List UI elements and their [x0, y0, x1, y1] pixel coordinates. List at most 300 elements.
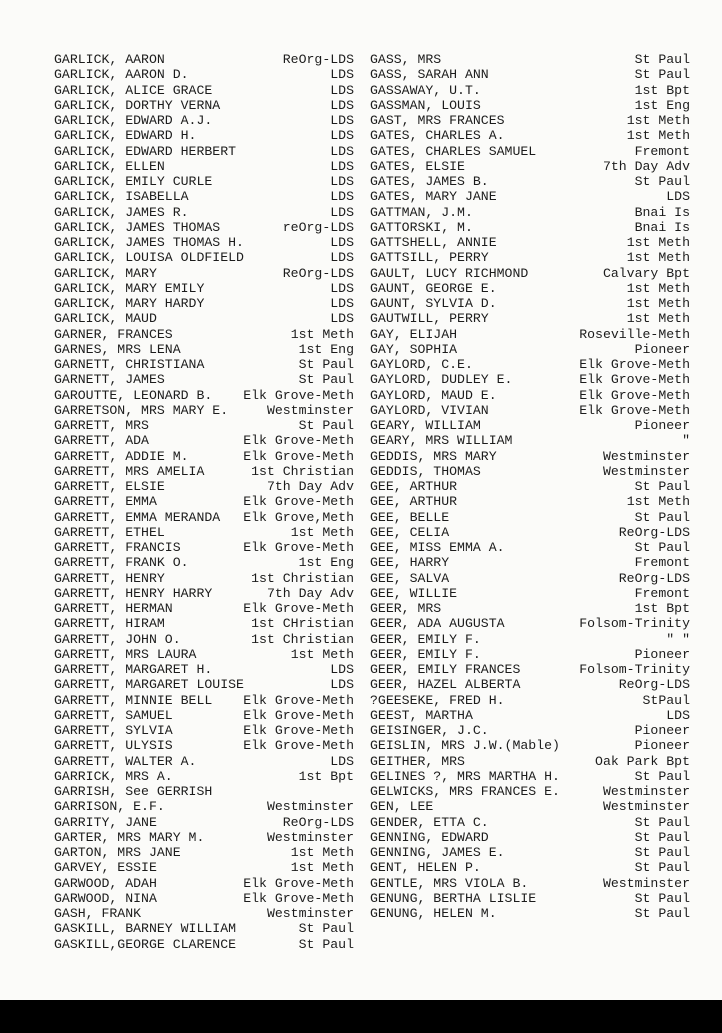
record-name: GEER, HAZEL ALBERTA [370, 677, 521, 693]
record-row [54, 647, 354, 662]
record-name: GEARY, WILLIAM [370, 418, 481, 433]
record-row [54, 494, 354, 509]
record-church: 1st Meth [290, 326, 354, 342]
record-name: GEE, WILLIE [370, 585, 458, 601]
record-name: GAY, ELIJAH [370, 326, 458, 342]
record-row [54, 281, 354, 296]
record-church: LDS [330, 250, 354, 266]
record-name: GARRETT, HIRAM [54, 616, 165, 632]
record-row [54, 205, 354, 220]
record-church: St Paul [634, 860, 690, 876]
record-row [370, 418, 690, 433]
record-row [54, 266, 354, 281]
record-church: Elk Grove-Meth [243, 601, 354, 616]
record-church: Westminster [602, 448, 690, 464]
record-name: GEITHER, MRS [370, 753, 465, 769]
record-name: GARLICK, ELLEN [54, 158, 165, 174]
record-row [54, 830, 354, 845]
record-row [370, 845, 690, 860]
record-row [54, 479, 354, 494]
record-name: GARRISH, See GERRISH [54, 784, 213, 799]
record-church: Fremont [634, 143, 690, 159]
record-name: GAROUTTE, LEONARD B. [54, 387, 213, 403]
record-name: GATTSHELL, ANNIE [370, 235, 497, 250]
record-church: Bnai Is [634, 204, 690, 220]
record-church: St Paul [634, 814, 690, 830]
record-church: St Paul [298, 921, 354, 937]
record-church: 1st Eng [298, 341, 354, 357]
record-name: GEEST, MARTHA [370, 707, 473, 723]
record-church: Elk Grove-Meth [579, 387, 690, 403]
record-name: GENDER, ETTA C. [370, 814, 489, 830]
record-name: GAUTWILL, PERRY [370, 311, 489, 327]
record-row [370, 555, 690, 570]
record-church: St Paul [298, 372, 354, 388]
record-row [54, 464, 354, 479]
record-row [54, 891, 354, 906]
record-row [54, 601, 354, 616]
record-name: GARLICK, JAMES THOMAS [54, 219, 221, 235]
record-name: GAYLORD, MAUD E. [370, 387, 497, 403]
record-church: LDS [330, 113, 354, 128]
record-church: 1st Christian [251, 570, 354, 586]
record-church: 1st Christian [251, 463, 354, 479]
record-name: GARLICK, JAMES R. [54, 204, 189, 220]
record-row [370, 464, 690, 479]
record-church: 1st Meth [626, 280, 690, 296]
record-church: Pioneer [634, 646, 690, 662]
record-church: LDS [330, 296, 354, 311]
record-church: LDS [330, 128, 354, 144]
record-name: GATES, JAMES B. [370, 174, 489, 189]
record-church: Westminster [266, 402, 354, 418]
record-row [54, 937, 354, 952]
record-row [370, 98, 690, 113]
record-row [54, 586, 354, 601]
record-row [54, 815, 354, 830]
record-row [54, 113, 354, 128]
record-row [54, 677, 354, 692]
record-church: St Paul [634, 906, 690, 921]
record-name: GATES, ELSIE [370, 158, 465, 174]
record-name: GATTSILL, PERRY [370, 250, 489, 266]
record-row [370, 433, 690, 448]
record-church: 1st Meth [626, 494, 690, 510]
record-row [54, 845, 354, 860]
record-row [370, 571, 690, 586]
record-row [370, 708, 690, 723]
record-church: LDS [330, 662, 354, 677]
record-row [54, 418, 354, 433]
record-row [370, 799, 690, 814]
record-church: LDS [330, 82, 354, 98]
record-row [370, 540, 690, 555]
record-name: ?GEESEKE, FRED H. [370, 692, 505, 708]
record-name: GARWOOD, ADAH [54, 875, 157, 891]
record-name: GASH, FRANK [54, 906, 142, 921]
record-name: GARRETT, EMMA [54, 494, 157, 510]
record-row [370, 174, 690, 189]
record-church: 1st Bpt [634, 82, 690, 98]
record-name: GATES, CHARLES SAMUEL [370, 143, 537, 159]
record-row [370, 403, 690, 418]
record-church: Pioneer [634, 418, 690, 433]
record-row [370, 830, 690, 845]
record-church: 1st CHristian [251, 616, 354, 632]
record-row [370, 266, 690, 281]
record-church: St Paul [634, 540, 690, 555]
record-name: GAULT, LUCY RICHMOND [370, 265, 529, 281]
record-row [370, 769, 690, 784]
record-name: GARRETT, ADA [54, 433, 149, 449]
record-row [370, 647, 690, 662]
record-row [370, 876, 690, 891]
record-name: GARLICK, MARY [54, 265, 157, 281]
scan-border [0, 1000, 722, 1033]
record-church: 1st Christian [251, 631, 354, 647]
record-row [54, 769, 354, 784]
record-name: GEER, EMILY FRANCES [370, 662, 521, 677]
record-name: GARRETT, MRS LAURA [54, 646, 197, 662]
record-row [54, 372, 354, 387]
record-row [370, 586, 690, 601]
record-name: GEN, LEE [370, 799, 434, 815]
record-name: GEE, CELIA [370, 524, 450, 540]
record-row [370, 479, 690, 494]
record-row [54, 632, 354, 647]
record-church: LDS [330, 97, 354, 113]
record-church: 1st Eng [298, 555, 354, 571]
record-name: GAYLORD, DUDLEY E. [370, 372, 513, 388]
record-name: GARRETT, HENRY HARRY [54, 585, 213, 601]
record-church: St Paul [634, 174, 690, 189]
record-row [370, 189, 690, 204]
record-church: Westminster [602, 463, 690, 479]
record-church: Pioneer [634, 723, 690, 738]
record-church: 1st Meth [626, 250, 690, 266]
record-row [54, 388, 354, 403]
record-row [54, 571, 354, 586]
record-name: GEER, EMILY F. [370, 631, 481, 647]
record-row [370, 357, 690, 372]
record-name: GARRETT, MRS AMELIA [54, 463, 205, 479]
record-name: GARRETT, ULYSIS [54, 738, 173, 754]
record-row [370, 144, 690, 159]
record-name: GARRETT, FRANCIS [54, 540, 181, 555]
record-name: GEER, MRS [370, 601, 442, 616]
record-row [370, 754, 690, 769]
record-name: GEDDIS, THOMAS [370, 463, 481, 479]
record-church: Elk Grove-Meth [243, 387, 354, 403]
record-church: Folsom-Trinity [579, 616, 690, 632]
record-name: GEARY, MRS WILLIAM [370, 433, 513, 449]
record-name: GASSAWAY, U.T. [370, 82, 481, 98]
record-name: GAYLORD, C.E. [370, 357, 473, 372]
record-name: GASSMAN, LOUIS [370, 97, 481, 113]
record-name: GEISLIN, MRS J.W.(Mable) [370, 738, 560, 754]
record-row [370, 510, 690, 525]
record-row [370, 815, 690, 830]
record-name: GARRISON, E.F. [54, 799, 165, 815]
record-name: GARRETT, JOHN O. [54, 631, 181, 647]
record-row [54, 510, 354, 525]
record-church: LDS [666, 707, 690, 723]
record-name: GARNETT, CHRISTIANA [54, 357, 205, 372]
record-row [370, 723, 690, 738]
record-name: GARNETT, JAMES [54, 372, 165, 388]
record-row [54, 449, 354, 464]
record-church: Elk Grove-Meth [243, 540, 354, 555]
record-name: GEE, MISS EMMA A. [370, 540, 505, 555]
record-church: St Paul [634, 479, 690, 494]
record-church: Elk Grove-Meth [243, 692, 354, 708]
record-name: GARRETT, MARGARET H. [54, 662, 213, 677]
record-church: LDS [330, 158, 354, 174]
record-church: ReOrg-LDS [618, 570, 690, 586]
record-row [54, 403, 354, 418]
record-row [54, 144, 354, 159]
record-row [370, 311, 690, 326]
record-name: GARRETT, SAMUEL [54, 707, 173, 723]
record-name: GARRETT, HENRY [54, 570, 165, 586]
record-name: GENNING, JAMES E. [370, 845, 505, 860]
record-church: 1st Bpt [298, 768, 354, 784]
record-church: St Paul [634, 52, 690, 67]
record-name: GENUNG, HELEN M. [370, 906, 497, 921]
record-church: Calvary Bpt [602, 265, 690, 281]
record-row [54, 784, 354, 799]
record-church: 7th Day Adv [266, 585, 354, 601]
record-church: " [682, 433, 690, 449]
record-church: ReOrg-LDS [618, 524, 690, 540]
record-church: " " [666, 631, 690, 647]
record-church: St Paul [298, 936, 354, 952]
record-church: 1st Meth [290, 524, 354, 540]
record-church: ReOrg-LDS [282, 814, 354, 830]
record-church: LDS [330, 204, 354, 220]
record-name: GEISINGER, J.C. [370, 723, 489, 738]
record-church: Elk Grove-Meth [243, 875, 354, 891]
record-row [370, 693, 690, 708]
record-church: St Paul [298, 418, 354, 433]
record-church: 7th Day Adv [266, 479, 354, 494]
record-name: GENNING, EDWARD [370, 829, 489, 845]
record-row [54, 525, 354, 540]
record-name: GARRETT, MINNIE BELL [54, 692, 213, 708]
record-row [54, 98, 354, 113]
record-row [54, 220, 354, 235]
record-row [370, 891, 690, 906]
left-column [54, 52, 354, 952]
record-name: GARLICK, ALICE GRACE [54, 82, 213, 98]
record-name: GEE, SALVA [370, 570, 450, 586]
record-row [54, 723, 354, 738]
record-church: LDS [330, 280, 354, 296]
record-row [54, 174, 354, 189]
record-row [54, 342, 354, 357]
record-church: Elk Grove-Meth [243, 890, 354, 906]
record-name: GASS, MRS [370, 52, 442, 67]
record-name: GARRETT, ADDIE M. [54, 448, 189, 464]
record-name: GARRETT, ETHEL [54, 524, 165, 540]
record-name: GARRETT, HERMAN [54, 601, 173, 616]
record-name: GATTMAN, J.M. [370, 204, 473, 220]
record-row [54, 327, 354, 342]
record-row [370, 372, 690, 387]
record-name: GAUNT, GEORGE E. [370, 280, 497, 296]
record-name: GENTLE, MRS VIOLA B. [370, 875, 529, 891]
record-row [370, 327, 690, 342]
record-row [370, 220, 690, 235]
record-row [370, 616, 690, 631]
record-name: GARRETT, EMMA MERANDA [54, 509, 221, 525]
record-church: 1st Meth [626, 128, 690, 144]
record-row [54, 83, 354, 98]
right-column [370, 52, 690, 921]
record-church: LDS [330, 677, 354, 693]
record-row [54, 250, 354, 265]
record-name: GAST, MRS FRANCES [370, 113, 505, 128]
record-row [370, 784, 690, 799]
record-name: GASS, SARAH ANN [370, 67, 489, 83]
record-row [54, 67, 354, 82]
record-row [54, 433, 354, 448]
record-row [370, 128, 690, 143]
record-name: GARTON, MRS JANE [54, 845, 181, 860]
record-row [54, 860, 354, 875]
record-row [54, 311, 354, 326]
record-row [54, 693, 354, 708]
record-row [370, 250, 690, 265]
record-name: GASKILL, BARNEY WILLIAM [54, 921, 237, 937]
record-name: GARTER, MRS MARY M. [54, 829, 205, 845]
record-row [54, 876, 354, 891]
record-church: Elk Grove-Meth [243, 707, 354, 723]
record-name: GEE, BELLE [370, 509, 450, 525]
record-church: Bnai Is [634, 219, 690, 235]
record-church: St Paul [634, 829, 690, 845]
record-church: St Paul [634, 845, 690, 860]
record-church: Elk Grove-Meth [579, 357, 690, 372]
record-row [370, 677, 690, 692]
record-church: Elk Grove-Meth [243, 494, 354, 510]
record-church: reOrg-LDS [282, 219, 354, 235]
record-church: 1st Meth [626, 311, 690, 327]
record-row [54, 738, 354, 753]
record-row [370, 83, 690, 98]
record-row [370, 906, 690, 921]
record-church: 1st Meth [626, 296, 690, 311]
record-row [370, 632, 690, 647]
record-church: LDS [330, 311, 354, 327]
record-name: GENUNG, BERTHA LISLIE [370, 890, 537, 906]
record-row [54, 662, 354, 677]
record-church: Roseville-Meth [579, 326, 690, 342]
record-row [54, 52, 354, 67]
record-church: St Paul [634, 509, 690, 525]
record-row [54, 708, 354, 723]
record-church: Fremont [634, 585, 690, 601]
record-row [54, 159, 354, 174]
record-row [54, 540, 354, 555]
record-row [54, 189, 354, 204]
record-row [370, 342, 690, 357]
record-church: Westminster [602, 784, 690, 799]
record-name: GAY, SOPHIA [370, 341, 458, 357]
record-church: Elk Grove-Meth [579, 402, 690, 418]
record-name: GAYLORD, VIVIAN [370, 402, 489, 418]
record-row [54, 555, 354, 570]
record-church: 7th Day Adv [602, 158, 690, 174]
record-name: GARRETT, WALTER A. [54, 753, 197, 769]
record-name: GARLICK, LOUISA OLDFIELD [54, 250, 244, 266]
record-church: Westminster [266, 906, 354, 921]
record-name: GARLICK, MAUD [54, 311, 157, 327]
record-church: 1st Meth [290, 845, 354, 860]
record-row [370, 235, 690, 250]
record-name: GATTORSKI, M. [370, 219, 473, 235]
record-name: GATES, MARY JANE [370, 189, 497, 205]
record-name: GARLICK, DORTHY VERNA [54, 97, 221, 113]
record-name: GARLICK, EDWARD H. [54, 128, 197, 144]
record-church: St Paul [634, 890, 690, 906]
record-church: LDS [330, 174, 354, 189]
record-church: St Paul [298, 357, 354, 372]
record-church: St Paul [634, 67, 690, 83]
record-name: GEDDIS, MRS MARY [370, 448, 497, 464]
record-name: GARRETT, MRS [54, 418, 149, 433]
record-church: 1st Bpt [634, 601, 690, 616]
record-row [370, 159, 690, 174]
record-row [370, 52, 690, 67]
record-row [54, 754, 354, 769]
record-church: St Paul [634, 768, 690, 784]
record-name: GARLICK, EDWARD HERBERT [54, 143, 237, 159]
record-name: GARLICK, ISABELLA [54, 189, 189, 205]
record-church: ReOrg-LDS [282, 265, 354, 281]
record-row [370, 662, 690, 677]
record-row [370, 205, 690, 220]
record-row [370, 860, 690, 875]
record-name: GARLICK, JAMES THOMAS H. [54, 235, 244, 250]
record-church: 1st Meth [290, 860, 354, 876]
record-church: LDS [330, 189, 354, 205]
record-church: Elk Grove-Meth [243, 738, 354, 754]
record-row [370, 296, 690, 311]
record-church: ReOrg-LDS [282, 52, 354, 67]
record-church: Elk Grove-Meth [579, 372, 690, 388]
record-church: 1st Eng [634, 97, 690, 113]
record-name: GEER, EMILY F. [370, 646, 481, 662]
record-name: GARNES, MRS LENA [54, 341, 181, 357]
record-row [54, 235, 354, 250]
record-name: GARLICK, MARY HARDY [54, 296, 205, 311]
record-row [370, 281, 690, 296]
record-name: GARRETSON, MRS MARY E. [54, 402, 229, 418]
record-row [370, 388, 690, 403]
record-church: StPaul [642, 692, 690, 708]
record-name: GEER, ADA AUGUSTA [370, 616, 505, 632]
record-church: LDS [330, 235, 354, 250]
record-row [54, 799, 354, 814]
record-name: GARLICK, AARON D. [54, 67, 189, 83]
record-church: 1st Meth [626, 235, 690, 250]
record-church: Elk Grove-Meth [243, 433, 354, 449]
record-name: GARRITY, JANE [54, 814, 157, 830]
record-church: Elk Grove,Meth [243, 509, 354, 525]
record-name: GARLICK, AARON [54, 52, 165, 67]
record-row [370, 525, 690, 540]
